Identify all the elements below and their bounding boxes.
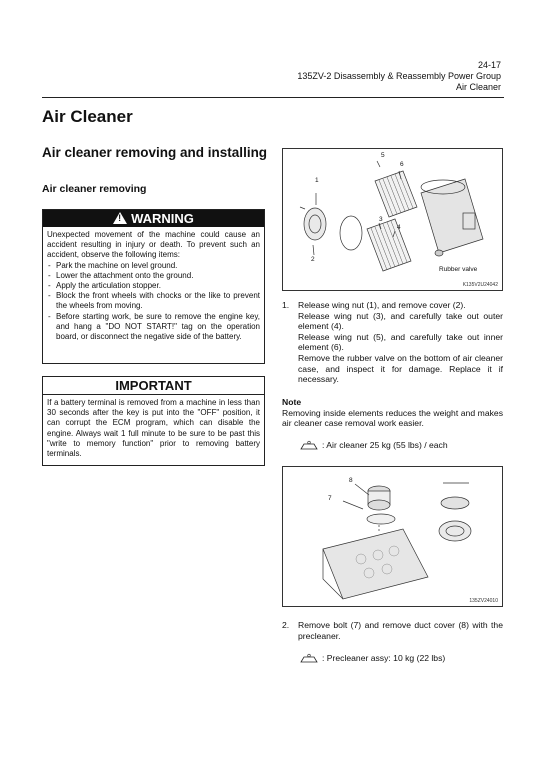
weight-air-cleaner-text: : Air cleaner 25 kg (55 lbs) / each	[322, 440, 448, 450]
subsubsection-title: Air cleaner removing	[42, 183, 147, 195]
warning-item: - Apply the articulation stopper.	[47, 281, 260, 291]
step-2	[282, 620, 503, 641]
rubber-valve-label: Rubber valve	[439, 266, 478, 273]
figure2-code: 135ZV24010	[469, 598, 498, 604]
weight-scale-icon	[300, 440, 318, 450]
note-block	[282, 397, 503, 429]
callout-4: 4	[397, 224, 401, 231]
manual-title: 135ZV-2 Disassembly & Reassembly Power Group	[297, 71, 501, 81]
warning-item: - Before starting work, be sure to remove the engine key, and hang a "DO NOT START!" tag on the operation board, or disconnect the negative side of the battery.	[47, 312, 260, 343]
header-rule	[42, 97, 504, 98]
step-1-line: Release wing nut (3), and carefully take out outer element (4).	[298, 310, 503, 332]
callout-1: 1	[315, 177, 319, 184]
weight-spec-air-cleaner	[300, 440, 448, 450]
header-section: Air Cleaner	[455, 82, 501, 92]
step-1-number: 1.	[282, 300, 290, 310]
important-box	[42, 376, 265, 466]
callout-2: 2	[311, 256, 315, 263]
warning-header	[43, 210, 264, 227]
weight-scale-icon	[300, 653, 318, 663]
figure1-code: K135V2U24042	[462, 282, 498, 288]
page-header	[297, 60, 501, 93]
warning-item: - Block the front wheels with chocks or the like to prevent the wheels from moving.	[47, 291, 260, 311]
step-2-text: Remove bolt (7) and remove duct cover (8) with the precleaner.	[298, 620, 503, 641]
important-text: If a battery terminal is removed from a machine in less than 30 seconds after the key is put into the "OFF" position, it can corrupt the ECM program, which can disable the engine. Always wait 1 full minute to be sure to be past this "write to memory function" prior to removing battery terminals.	[47, 398, 260, 459]
figure-duct-cover	[282, 466, 503, 607]
note-text: Removing inside elements reduces the weight and makes air cleaner case removal work easier.	[282, 407, 503, 429]
step-1-line: Remove the rubber valve on the bottom of air cleaner case, and inspect it for damage. Replace it if necessary.	[298, 352, 503, 385]
weight-precleaner-text: : Precleaner assy: 10 kg (22 lbs)	[322, 653, 446, 663]
step-2-number: 2.	[282, 620, 290, 630]
warning-item: - Lower the attachment onto the ground.	[47, 271, 260, 281]
callout-8: 8	[349, 477, 353, 484]
page-number: 24-17	[477, 60, 501, 70]
warning-list	[47, 261, 260, 343]
warning-intro: Unexpected movement of the machine could cause an accident resulting in injury or death. To prevent such an accident, observe the following items:	[47, 230, 260, 260]
weight-spec-precleaner	[300, 653, 445, 663]
warning-title: WARNING	[131, 211, 194, 226]
duct-cover-diagram	[283, 467, 502, 606]
warning-item: - Park the machine on level ground.	[47, 261, 260, 271]
step-1-line: Release wing nut (5), and carefully take out inner element (6).	[298, 331, 503, 353]
callout-3: 3	[379, 216, 383, 223]
step-1-line: Release wing nut (1), and remove cover (2).	[298, 300, 466, 310]
callout-5: 5	[381, 152, 385, 159]
callout-6: 6	[400, 161, 404, 168]
warning-body	[43, 227, 264, 345]
warning-triangle-icon	[113, 212, 127, 224]
note-title: Note	[282, 397, 302, 407]
warning-box	[42, 209, 265, 364]
step-1	[282, 300, 503, 385]
figure-air-cleaner-exploded	[282, 148, 503, 291]
section-title: Air Cleaner	[42, 107, 133, 126]
callout-7: 7	[328, 495, 332, 502]
subsection-title: Air cleaner removing and installing	[42, 145, 268, 160]
important-title: IMPORTANT	[43, 377, 264, 395]
